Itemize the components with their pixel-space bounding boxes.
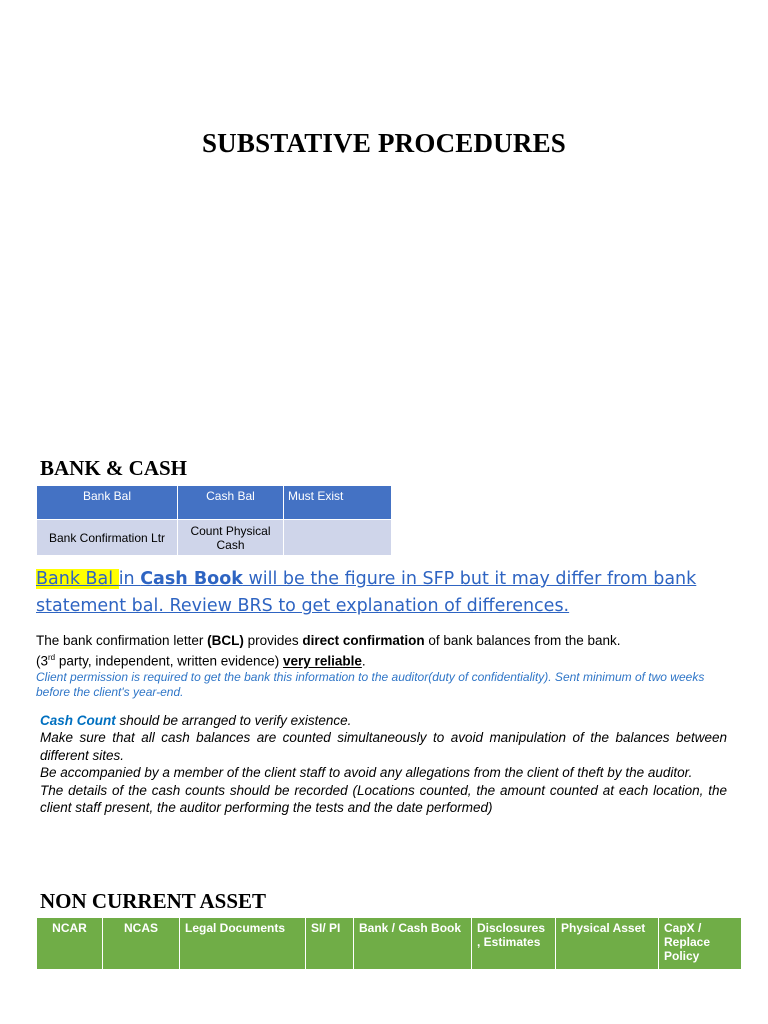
superscript: rd [48, 653, 56, 662]
table-header: NCAS [103, 918, 180, 970]
table-header: Legal Documents [180, 918, 306, 970]
bcl-text: provides [243, 633, 303, 648]
bank-cash-heading: BANK & CASH [40, 456, 188, 480]
page-title: SUBSTATIVE PROCEDURES [201, 128, 567, 158]
table-cell [284, 520, 392, 556]
table-cell: Bank Confirmation Ltr [37, 520, 178, 556]
table-header: Must Exist [284, 486, 392, 520]
bcl-paragraph [36, 632, 736, 700]
table-row [37, 520, 392, 556]
cash-count-paragraph [40, 712, 727, 816]
bcl-text: The bank confirmation letter [36, 633, 208, 648]
table-cell: Count Physical Cash [178, 520, 284, 556]
bank-cash-table [36, 485, 392, 556]
table-header-row [37, 918, 742, 970]
table-header: CapX / Replace Policy [659, 918, 742, 970]
table-header: Cash Bal [178, 486, 284, 520]
cash-count-line [40, 712, 727, 729]
table-header: Disclosures , Estimates [472, 918, 556, 970]
direct-confirmation-text: direct confirmation [302, 633, 425, 648]
non-current-asset-table [36, 917, 742, 970]
highlighted-text: Bank Bal [36, 569, 119, 589]
table-header-row [37, 486, 392, 520]
very-reliable-text: very reliable [283, 653, 362, 669]
statement-text: will be the figure in SFP but it may differ from bank statement bal. Review BRS to get explanation of differences. [36, 569, 697, 616]
bcl-text: (3 [36, 653, 49, 669]
cash-count-line: Be accompanied by a member of the client staff to avoid any allegations from the client of theft by the auditor. [40, 765, 693, 781]
bcl-text: party, independent, written evidence) [55, 653, 284, 669]
table-header: Bank Bal [37, 486, 178, 520]
cash-count-label: Cash Count [40, 713, 116, 728]
cash-count-line: The details of the cash counts should be recorded (Locations counted, the amount counted at each location, the client staff present, the auditor performing the tests and the date performed) [40, 782, 727, 816]
statement-text: in [118, 569, 141, 589]
bcl-abbrev: (BCL) [207, 633, 244, 648]
cash-book-text: Cash Book [140, 569, 243, 589]
table-header: Bank / Cash Book [354, 918, 472, 970]
bcl-note: Client permission is required to get the bank this information to the auditor(duty of confidentiality). Sent minimum of two weeks before the client's year-end. [36, 669, 705, 699]
bcl-text: of bank balances from the bank. [424, 633, 621, 648]
cash-count-text: should be arranged to verify existence. [115, 713, 352, 728]
bank-bal-statement [36, 566, 748, 620]
cash-count-line: Make sure that all cash balances are counted simultaneously to avoid manipulation of the balances between different sites. [40, 730, 727, 763]
bcl-text: . [361, 653, 366, 669]
table-header: Physical Asset [556, 918, 659, 970]
table-header: NCAR [37, 918, 103, 970]
table-header: SI/ PI [306, 918, 354, 970]
non-current-asset-heading: NON CURRENT ASSET [40, 889, 267, 913]
